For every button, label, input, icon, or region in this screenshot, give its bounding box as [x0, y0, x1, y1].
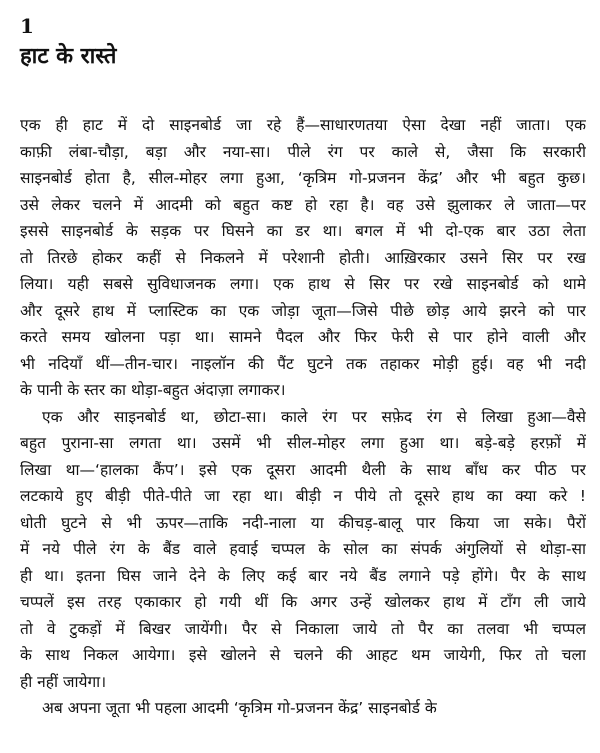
- text-line: के साथ निकल आयेगा। इसे खोलने से चलने की आहट थम जायेगी, फिर तो चला: [20, 646, 586, 664]
- book-page: [20, 14, 586, 722]
- paragraph: [20, 404, 586, 696]
- text-line: भी नदियाँ थीं—तीन-चार। नाइलॉन की पैंट घुटने तक तहाकर मोड़ी हुई। वह भी नदी: [20, 354, 586, 373]
- text-line: तो वे टुकड़ों में बिखर जायेंगी। पैर से निकाला जाये तो पैर का तलवा भी चप्पल: [20, 619, 586, 638]
- paragraph: [20, 112, 586, 404]
- chapter-body: [20, 112, 586, 722]
- text-line: काफ़ी लंबा-चौड़ा, बड़ा और नया-सा। पीले रंग पर काले से, जैसा कि सरकारी: [20, 142, 586, 161]
- text-line: लिखा था—‘हालका कैंप’। इसे एक दूसरा आदमी थैली के साथ बाँध कर पीठ पर: [20, 460, 586, 479]
- text-line: उसे लेकर चलने में आदमी को बहुत कष्ट हो रहा है। वह उसे झुलाकर ले जाता—पर: [20, 195, 586, 214]
- paragraph: [20, 695, 586, 722]
- text-line: साइनबोर्ड होता है, सील-मोहर लगा हुआ, ‘कृत्रिम गो-प्रजनन केंद्र’ और भी बहुत कुछ।: [20, 169, 586, 187]
- text-line: बहुत पुराना-सा लगता था। उसमें भी सील-मोहर लगा हुआ था। बड़े-बड़े हरफ़ों में: [20, 434, 586, 452]
- text-line: लटकाये हुए बीड़ी पीते-पीते जा रहा था। बीड़ी न पीये तो दूसरे हाथ का क्या करे !: [20, 487, 586, 505]
- text-line: तो तिरछे होकर कहीं से निकलने में परेशानी होती। आख़िरकार उसने सिर पर रख: [20, 248, 586, 267]
- text-line: इससे साइनबोर्ड के सड़क पर घिसने का डर था। बगल में भी दो-एक बार उठा लेता: [20, 222, 586, 240]
- text-line: चप्पलें इस तरह एकाकार हो गयी थीं कि अगर उन्हें खोलकर हाथ में टाँग ली जाये: [20, 593, 586, 611]
- text-line: में नये पीले रंग के बैंड वाले हवाई चप्पल के सोल का संपर्क अंगुलियों से थोड़ा-सा: [20, 540, 586, 558]
- text-line: अब अपना जूता भी पहला आदमी ‘कृत्रिम गो-प्रजनन केंद्र’ साइनबोर्ड के: [42, 699, 437, 717]
- text-line: लिया। यही सबसे सुविधाजनक लगा। एक हाथ से सिर पर रखे साइनबोर्ड को थामे: [20, 275, 586, 293]
- text-line: करते समय खोलना पड़ा था। सामने पैदल और फिर फेरी से पार होने वाली और: [20, 328, 586, 346]
- text-line: ही था। इतना घिस जाने देने के लिए कई बार नये बैंड लगाने पड़े होंगे। पैर के साथ: [20, 566, 586, 585]
- chapter-title: हाट के रास्ते: [20, 44, 117, 69]
- text-line: एक और साइनबोर्ड था, छोटा-सा। काले रंग पर सफ़ेद रंग से लिखा हुआ—वैसे: [42, 407, 586, 426]
- text-line: ही नहीं जायेगा।: [20, 672, 107, 691]
- text-line: एक ही हाट में दो साइनबोर्ड जा रहे हैं—साधारणतया ऐसा देखा नहीं जाता। एक: [20, 116, 586, 134]
- text-line: और दूसरे हाथ में प्लास्टिक का एक जोड़ा जूता—जिसे पीछे छोड़ आये झरने को पार: [20, 301, 586, 320]
- chapter-number: 1: [20, 14, 34, 38]
- text-line: धोती घुटने से भी ऊपर—ताकि नदी-नाला या कीचड़-बालू पार किया जा सके। पैरों: [20, 513, 586, 532]
- text-line: के पानी के स्तर का थोड़ा-बहुत अंदाज़ा लगाकर।: [20, 381, 286, 399]
